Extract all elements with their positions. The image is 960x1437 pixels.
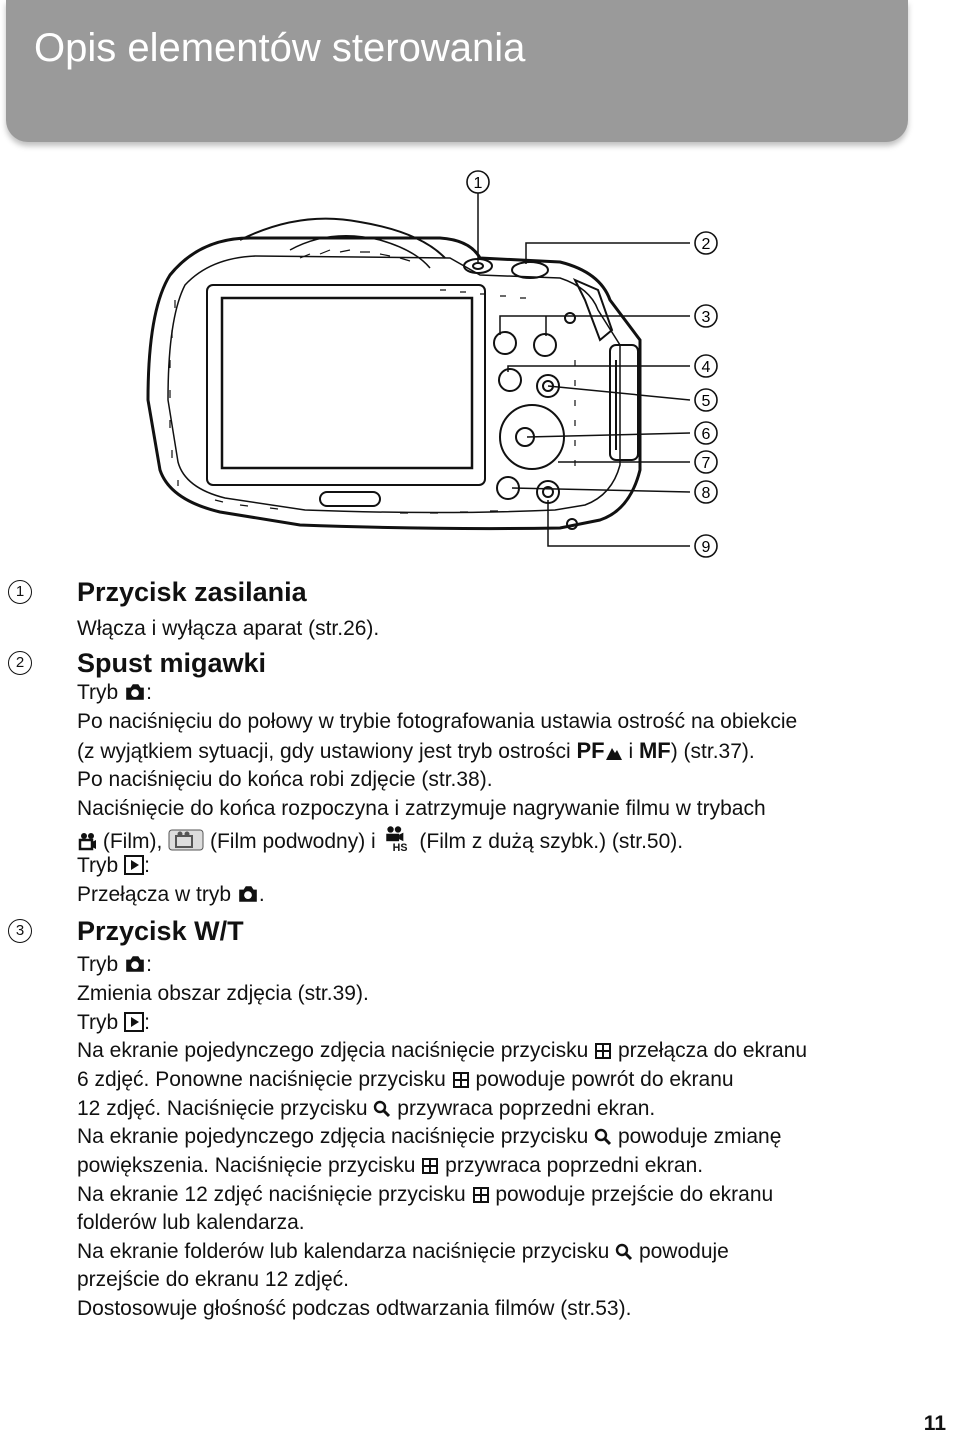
zoom-icon bbox=[594, 1128, 612, 1146]
callout-7 bbox=[695, 451, 717, 473]
callout-1 bbox=[467, 171, 489, 193]
zoom-icon bbox=[615, 1243, 633, 1261]
item-3-line-13: Dostosowuje głośność podczas odtwarzania filmów (str.53). bbox=[77, 1297, 632, 1320]
callout-6 bbox=[695, 422, 717, 444]
svg-text:7: 7 bbox=[701, 455, 711, 472]
item-2-line-3: (z wyjątkiem sytuacji, gdy ustawiony jest tryb ostrości PF i MF) (str.37). bbox=[77, 738, 755, 763]
item-3-line-9: Na ekranie 12 zdjęć naciśnięcie przycisku powoduje przejście do ekranu bbox=[77, 1183, 774, 1206]
svg-text:4: 4 bbox=[701, 359, 711, 376]
item-3-line-10: folderów lub kalendarza. bbox=[77, 1211, 305, 1234]
page-title: Opis elementów sterowania bbox=[34, 26, 526, 70]
item-title-power-button: Przycisk zasilania bbox=[77, 577, 307, 607]
item-3-line-1: Tryb : bbox=[77, 953, 152, 976]
camera-mode-icon bbox=[124, 954, 146, 974]
camera-illustration bbox=[148, 219, 640, 529]
item-number-2: 2 bbox=[8, 651, 32, 675]
thumbnail-grid-icon bbox=[472, 1186, 490, 1204]
item-2-line-1: Tryb : bbox=[77, 681, 152, 704]
svg-text:6: 6 bbox=[701, 426, 711, 443]
item-3-line-2: Zmienia obszar zdjęcia (str.39). bbox=[77, 982, 369, 1005]
item-3-line-3: Tryb : bbox=[77, 1011, 150, 1034]
zoom-icon bbox=[373, 1100, 391, 1118]
svg-text:1: 1 bbox=[473, 175, 483, 192]
item-3-line-8: powiększenia. Naciśnięcie przycisku przywraca poprzedni ekran. bbox=[77, 1154, 704, 1177]
item-number-1: 1 bbox=[8, 580, 32, 604]
thumbnail-grid-icon bbox=[594, 1042, 612, 1060]
playback-mode-icon bbox=[124, 855, 144, 875]
camera-mode-icon bbox=[237, 884, 259, 904]
movie-mode-icon bbox=[77, 831, 97, 851]
callout-8 bbox=[695, 481, 717, 503]
item-2-line-6: (Film), (Film podwodny) i (Film z dużą szybk.) (str.50). bbox=[77, 825, 683, 855]
svg-text:9: 9 bbox=[701, 539, 711, 556]
page-number: 11 bbox=[923, 1412, 946, 1435]
item-2-line-5: Naciśnięcie do końca rozpoczyna i zatrzymuje nagrywanie filmu w trybach bbox=[77, 797, 766, 820]
item-3-line-5: 6 zdjęć. Ponowne naciśnięcie przycisku powoduje powrót do ekranu bbox=[77, 1068, 734, 1091]
item-2-line-2: Po naciśnięciu do połowy w trybie fotografowania ustawia ostrość na obiekcie bbox=[77, 710, 798, 733]
callout-4 bbox=[695, 355, 717, 377]
item-3-line-6: 12 zdjęć. Naciśnięcie przycisku przywraca poprzedni ekran. bbox=[77, 1097, 656, 1120]
thumbnail-grid-icon bbox=[421, 1157, 439, 1175]
item-3-line-7: Na ekranie pojedynczego zdjęcia naciśnięcie przycisku powoduje zmianę bbox=[77, 1125, 782, 1148]
camera-mode-icon bbox=[124, 682, 146, 702]
svg-text:8: 8 bbox=[701, 485, 711, 502]
svg-text:5: 5 bbox=[701, 393, 711, 410]
high-speed-movie-icon bbox=[382, 825, 414, 851]
item-1-line-1: Włącza i wyłącza aparat (str.26). bbox=[77, 617, 380, 640]
callout-3 bbox=[695, 305, 717, 327]
item-3-line-4: Na ekranie pojedynczego zdjęcia naciśnięcie przycisku przełącza do ekranu bbox=[77, 1039, 808, 1062]
item-3-line-12: przejście do ekranu 12 zdjęć. bbox=[77, 1268, 349, 1291]
header-bar bbox=[6, 0, 908, 142]
item-title-wt-button: Przycisk W/T bbox=[77, 916, 244, 946]
svg-text:3: 3 bbox=[701, 309, 711, 326]
item-number-3: 3 bbox=[8, 919, 32, 943]
thumbnail-grid-icon bbox=[452, 1071, 470, 1089]
callout-2 bbox=[695, 232, 717, 254]
callout-9 bbox=[695, 535, 717, 557]
callout-5 bbox=[695, 389, 717, 411]
playback-mode-icon bbox=[124, 1012, 144, 1032]
item-2-line-4: Po naciśnięciu do końca robi zdjęcie (str.38). bbox=[77, 768, 493, 791]
item-3-line-11: Na ekranie folderów lub kalendarza naciśnięcie przycisku powoduje bbox=[77, 1240, 729, 1263]
underwater-movie-icon bbox=[168, 829, 204, 851]
svg-text:2: 2 bbox=[701, 236, 711, 253]
item-2-line-7: Tryb : bbox=[77, 854, 150, 877]
item-2-line-8: Przełącza w tryb . bbox=[77, 883, 265, 906]
item-title-shutter: Spust migawki bbox=[77, 648, 267, 678]
camera-diagram bbox=[0, 160, 960, 580]
mountain-focus-icon bbox=[605, 743, 623, 761]
